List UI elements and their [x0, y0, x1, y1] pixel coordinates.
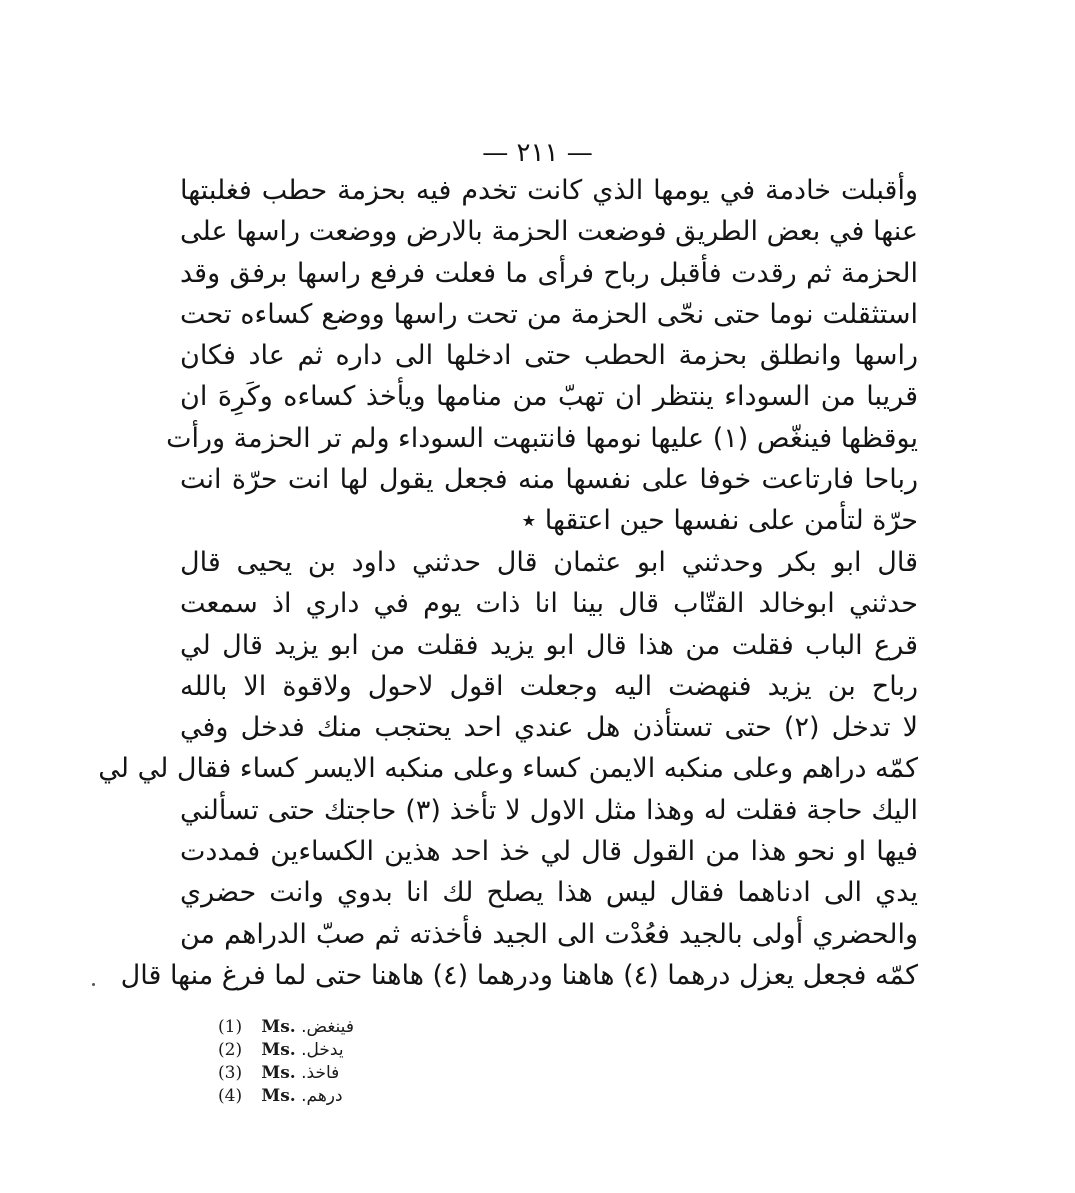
footnote-variant: يدخل.: [301, 1040, 344, 1060]
text-line: قال ابو بكر وحدثني ابو عثمان قال حدثني داود بن يحيى قال: [180, 547, 918, 578]
text-line: رباحا فارتاعت خوفا على نفسها منه فجعل يقول لها انت حرّة انت: [180, 464, 918, 496]
text-line: كمّه دراهم وعلى منكبه الايمن كساء وعلى منكبه الايسر كساء فقال لي لي: [98, 753, 918, 785]
footnote-ms: Ms.: [261, 1040, 296, 1060]
footnote: [218, 1085, 618, 1108]
text-line: والحضري أولى بالجيد فعُدْت الى الجيد فأخذته ثم صبّ الدراهم من: [180, 918, 918, 950]
text-line: استثقلت نوما حتى نحّى الحزمة من تحت راسها ووضع كساءه تحت: [180, 298, 918, 330]
footnote-variant: فاخذ.: [301, 1063, 340, 1083]
text-line: اليك حاجة فقلت له وهذا مثل الاول لا تأخذ (٣) حاجتك حتى تسألني: [180, 794, 918, 826]
footnote-variant: درهم.: [301, 1086, 343, 1106]
text-line: قريبا من السوداء ينتظر ان تهبّ من منامها ويأخذ كساءه وكَرِهَ ان: [180, 381, 918, 413]
text-line: عنها في بعض الطريق فوضعت الحزمة بالارض ووضعت راسها على: [180, 216, 918, 248]
footnotes: [218, 1016, 618, 1108]
footnote: [218, 1039, 618, 1062]
footnote-ms: Ms.: [261, 1017, 296, 1037]
footnote-number: (1): [218, 1017, 243, 1037]
text-line: حدثني ابوخالد القتّاب قال بينا انا ذات يوم في داري اذ سمعت: [180, 588, 918, 620]
text-line: قرع الباب فقلت من هذا قال ابو يزيد فقلت من ابو يزيد قال لي: [180, 629, 918, 661]
footnote-number: (2): [218, 1040, 243, 1060]
footnote-number: (3): [218, 1063, 243, 1083]
text-line: فيها او نحو هذا من القول قال لي خذ احد هذين الكساءين فمددت: [180, 836, 918, 868]
scan-speck: [92, 983, 95, 986]
text-line: رباح بن يزيد فنهضت اليه وجعلت اقول لاحول ولاقوة الا بالله: [180, 670, 918, 702]
footnote-number: (4): [218, 1086, 243, 1106]
text-line: كمّه فجعل يعزل درهما (٤) هاهنا ودرهما (٤) هاهنا حتى لما فرغ منها قال: [120, 959, 918, 991]
paragraph-2: [98, 542, 918, 996]
text-line: يوقظها فينغّص (١) عليها نومها فانتبهت السوداء ولم تر الحزمة ورأت: [166, 422, 918, 454]
text-line: وأقبلت خادمة في يومها الذي كانت تخدم فيه بحزمة حطب فغلبتها: [180, 175, 918, 206]
footnote-variant: فينغض.: [301, 1017, 354, 1037]
text-line: يدي الى ادناهما فقال ليس هذا يصلح لك انا بدوي وانت حضري: [180, 877, 918, 909]
footnote-ms: Ms.: [261, 1086, 296, 1106]
text-line: حرّة لتأمن على نفسها حين اعتقها ٭: [521, 505, 918, 537]
page-number: — ٢١١ —: [482, 138, 593, 168]
text-line: لا تدخل (٢) حتى تستأذن هل عندي احد يحتجب منك فدخل وفي: [180, 712, 918, 744]
text-line: راسها وانطلق بحزمة الحطب حتى ادخلها الى داره ثم عاد فكان: [180, 340, 918, 372]
footnote-ms: Ms.: [261, 1063, 296, 1083]
text-line: الحزمة ثم رقدت فأقبل رباح فرأى ما فعلت فرفع راسها برفق وقد: [180, 257, 918, 289]
paragraph-1: [166, 170, 918, 542]
footnote: [218, 1062, 618, 1085]
footnote: [218, 1016, 618, 1039]
